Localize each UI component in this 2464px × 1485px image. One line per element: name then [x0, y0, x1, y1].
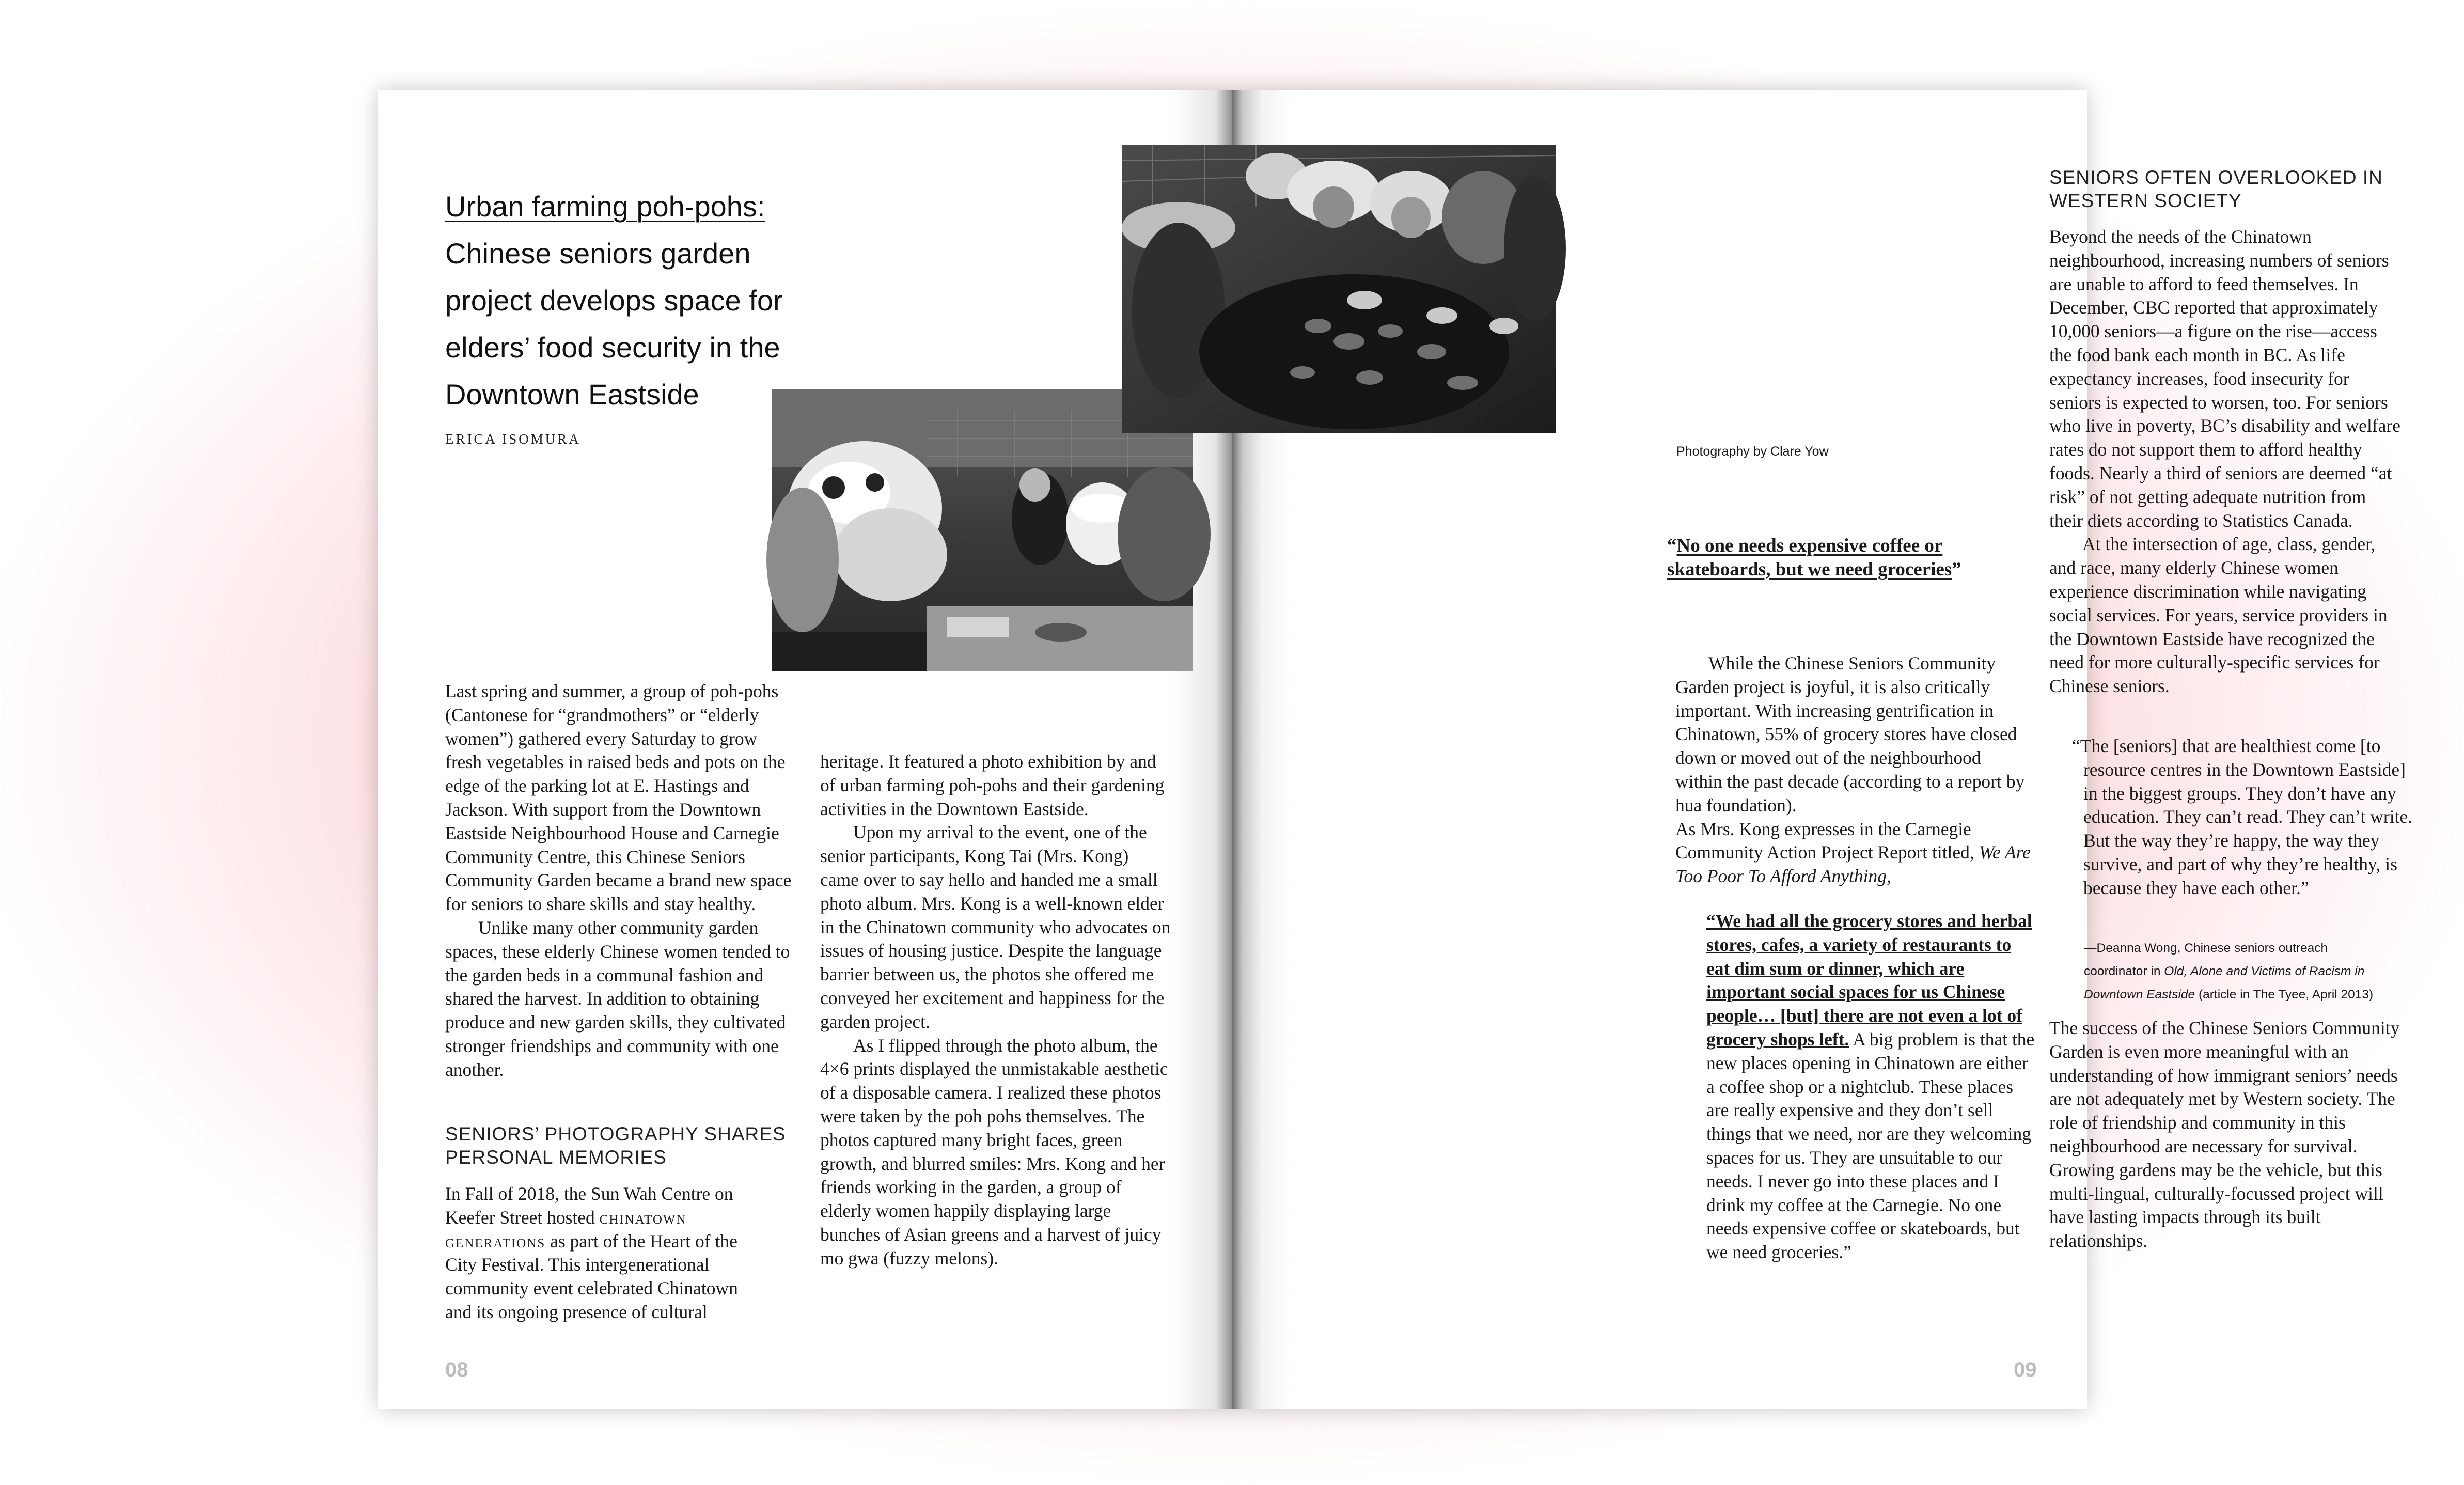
paragraph: As I flipped through the photo album, the 4×6 prints displayed the unmistakable aesthetic of a disposable camera. I realized these photos were taken by the poh pohs themselves. The photos captured many bright faces, green growth, and blurred smiles: Mrs. Kong and her friends working in the garden, a group of elderly women happily displaying large bunches of Asian greens and a harvest of juicy mo gwa (fuzzy melons). [820, 1035, 1168, 1269]
section-heading: SENIORS’ PHOTOGRAPHY SHARES PERSONAL MEMORIES [445, 1123, 786, 1168]
magazine-spread [378, 90, 2413, 1409]
text-run: , [1887, 866, 1891, 887]
paragraph: Last spring and summer, a group of poh-pohs (Cantonese for “grandmothers” or “elderly women”) gathered every Saturday to grow fresh vegetables in raised beds and pots on the edge of the parking lot at E. Hastings and Jackson. With support from the Downtown Eastside Neighbourhood House and Carnegie Community Centre, this Chinese Seniors Community Garden became a brand new space for seniors to share skills and stay healthy. [445, 681, 792, 915]
title-first-line: Urban farming poh-pohs: [445, 190, 765, 223]
paragraph: Unlike many other community garden spaces, these elderly Chinese women tended to the garden beds in a communal fashion and shared the harvest. In addition to obtaining produce and new garden skills, they cultivated stronger friendships and community with one another. [445, 917, 790, 1080]
page-number-left: 08 [445, 1358, 468, 1381]
column-1 [445, 680, 796, 1082]
gardening-photo [1122, 145, 1556, 433]
article-title-ref: Old, Alone and Victims of Racism in [2164, 964, 2365, 978]
text-run: (article in The Tyee, April 2013) [2195, 988, 2374, 1002]
article-title-ref: Downtown Eastside [2084, 988, 2195, 1002]
paragraph: The success of the Chinese Seniors Community Garden is even more meaningful with an understanding of how immigrant seniors’ needs are not adequately met by Western society. The role of friendship and community in this neighbourhood are necessary for survival. Growing gardens may be the vehicle, but this multi-lingual, culturally-focussed project will have lasting impacts through its built relationships. [2049, 1018, 2400, 1252]
paragraph: At the intersection of age, class, gender, and race, many elderly Chinese women experience discrimination while navigating social services. For years, service providers in the Downtown Eastside have recognized the need for more culturally-specific services for Chinese seniors. [2049, 534, 2388, 697]
text-run: As Mrs. Kong expresses in the Carnegie Community Action Project Report titled, [1675, 818, 1979, 863]
column-4 [2049, 225, 2400, 698]
pull-quote [1667, 534, 1998, 581]
event-name: chinatown generations [445, 1207, 687, 1252]
report-title: We Are Too Poor To Afford Anything [1675, 842, 2031, 887]
text-run: coordinator in [2084, 964, 2164, 978]
gardening-photo-image [1122, 145, 1556, 433]
quote-underlined: “We had all the grocery stores and herbal stores, cafes, a variety of restaurants to eat dim sum or dinner, which are important social spaces for us Chinese people… [but] there are not even a lot of grocery shops left. [1706, 911, 2032, 1050]
paragraph: While the Chinese Seniors Community Garden project is joyful, it is also critically important. With increasing gentrification in Chinatown, 55% of grocery stores have closed down or moved out of the neighbourhood within the past decade (according to a report by hua foundation). [1675, 653, 2025, 816]
attribution-line [2084, 960, 2425, 983]
paragraph: heritage. It featured a photo exhibition by and of urban farming poh-pohs and their gardening activities in the Downtown Eastside. [820, 751, 1165, 819]
column-2 [820, 750, 1171, 1271]
paragraph [1675, 818, 2032, 888]
page-number-right: 09 [2014, 1358, 2037, 1381]
paragraph: Beyond the needs of the Chinatown neighbourhood, increasing numbers of seniors are unable to afford to feed themselves. In December, CBC reported that approximately 10,000 seniors—a figure on the rise—access the food bank each month in BC. As life expectancy increases, food insecurity for seniors is expected to worsen, too. For seniors who live in poverty, BC’s disability and welfare rates do not support them to afford healthy foods. Nearly a third of seniors are deemed “at risk” of not getting adequate nutrition from their diets according to Statistics Canada. [2049, 226, 2400, 531]
quote-rest: A big problem is that the new places opening in Chinatown are either a coffee shop or a nightclub. These places are really expensive and they don’t sell things that we need, nor are they welcoming spaces for us. They are unsuitable to our needs. I never go into these places and I drink my coffee at the Carnegie. No one needs expensive coffee or skateboards, but we need groceries.” [1706, 1028, 2035, 1263]
column-4-end [2049, 1017, 2400, 1253]
kong-quote [1706, 910, 2037, 1264]
left-page [378, 90, 1232, 1409]
column-3 [1675, 652, 2032, 888]
attribution-line [2084, 983, 2425, 1006]
deanna-blockquote: “The [seniors] that are healthiest come [to resource centres in the Downtown Eastside] in the biggest groups. They don’t have any education. They can’t read. They can’t write. But the way they’re happy, the way they survive, and part of why they’re healthy, is because they have each other.” [2072, 736, 2413, 898]
byline: ERICA ISOMURA [445, 431, 581, 447]
quote-attribution [2084, 936, 2425, 1006]
photo-caption-text: Photography by Clare Yow [1676, 444, 1829, 459]
pull-quote-close-mark: ” [1952, 558, 1961, 580]
paragraph: Upon my arrival to the event, one of the senior participants, Kong Tai (Mrs. Kong) came over to say hello and handed me a small photo album. Mrs. Kong is a well-known elder in the Chinatown community who advocates on issues of housing justice. Despite the language barrier between us, the photos she offered me conveyed her excitement and happiness for the garden project. [820, 822, 1171, 1032]
quote-paragraph [1706, 910, 2037, 1264]
text-run: as part of the Heart of the City Festival. This intergenerational community event celebrated Chinatown and its ongoing presence of cultural [445, 1230, 738, 1322]
title-rest: Chinese seniors garden project develops space for elders’ food security in the Downtown Eastside [445, 237, 783, 411]
section-heading-right: SENIORS OFTEN OVERLOOKED IN WESTERN SOCIETY [2049, 167, 2383, 211]
text-run: In Fall of 2018, the Sun Wah Centre on Keefer Street hosted [445, 1183, 733, 1228]
paragraph [445, 1182, 760, 1324]
pull-quote-text: No one needs expensive coffee or skateboards, but we need groceries [1667, 535, 1952, 580]
column-1-continued [445, 1182, 760, 1324]
pull-quote-open-mark: “ [1667, 535, 1677, 556]
attribution-line: —Deanna Wong, Chinese seniors outreach [2084, 941, 2328, 955]
article-title [445, 183, 817, 418]
